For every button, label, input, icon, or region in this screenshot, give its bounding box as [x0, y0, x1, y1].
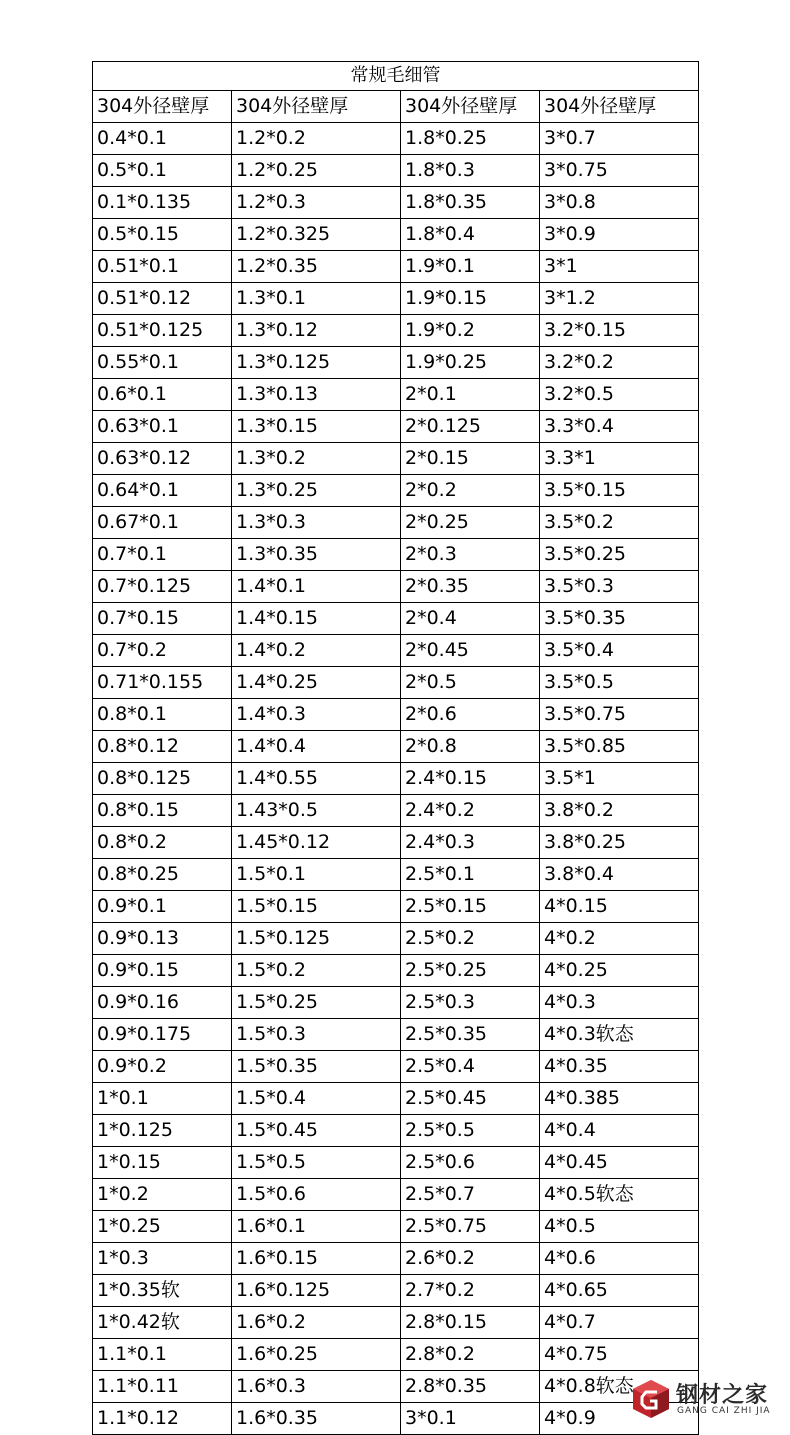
- table-cell: 1.5*0.125: [232, 923, 401, 955]
- table-cell: 4*0.45: [540, 1147, 699, 1179]
- table-row: [93, 251, 699, 283]
- table-cell: 3.5*0.75: [540, 699, 699, 731]
- table-cell: 3.5*0.85: [540, 731, 699, 763]
- table-cell: 1.8*0.4: [401, 219, 540, 251]
- watermark-subtitle: GANG CAI ZHI JIA: [677, 1406, 771, 1416]
- table-row: [93, 1307, 699, 1339]
- table-cell: 1.3*0.1: [232, 283, 401, 315]
- table-cell: 3*1: [540, 251, 699, 283]
- table-cell: 1.4*0.25: [232, 667, 401, 699]
- table-row: [93, 123, 699, 155]
- table-cell: 1.2*0.35: [232, 251, 401, 283]
- table-row: [93, 347, 699, 379]
- table-cell: 2.5*0.45: [401, 1083, 540, 1115]
- table-row: [93, 475, 699, 507]
- table-cell: 0.9*0.16: [93, 987, 232, 1019]
- table-cell: 2*0.8: [401, 731, 540, 763]
- table-cell: 1.3*0.12: [232, 315, 401, 347]
- table-cell: 4*0.25: [540, 955, 699, 987]
- table-cell: 1.3*0.2: [232, 443, 401, 475]
- table-cell: 1.5*0.25: [232, 987, 401, 1019]
- table-row: [93, 571, 699, 603]
- table-cell: 1.3*0.3: [232, 507, 401, 539]
- table-cell: 3.2*0.2: [540, 347, 699, 379]
- table-row: [93, 731, 699, 763]
- table-cell: 1.3*0.35: [232, 539, 401, 571]
- table-cell: 0.9*0.15: [93, 955, 232, 987]
- table-row: [93, 1339, 699, 1371]
- table-cell: 1.45*0.12: [232, 827, 401, 859]
- table-header-row: [93, 91, 699, 123]
- table-cell: 3.5*0.3: [540, 571, 699, 603]
- table-body: [93, 123, 699, 1435]
- table-cell: 2*0.15: [401, 443, 540, 475]
- table-cell: 2.5*0.35: [401, 1019, 540, 1051]
- table-row: [93, 1211, 699, 1243]
- table-cell: 2.4*0.15: [401, 763, 540, 795]
- table-cell: 1.5*0.3: [232, 1019, 401, 1051]
- table-cell: 3.8*0.25: [540, 827, 699, 859]
- table-cell: 4*0.5: [540, 1211, 699, 1243]
- table-cell: 2.4*0.2: [401, 795, 540, 827]
- table-cell: 3*0.1: [401, 1403, 540, 1435]
- table-cell: 2*0.4: [401, 603, 540, 635]
- table-cell: 4*0.6: [540, 1243, 699, 1275]
- table-cell: 2*0.45: [401, 635, 540, 667]
- table-cell: 2*0.125: [401, 411, 540, 443]
- table-row: [93, 411, 699, 443]
- table-cell: 1.4*0.4: [232, 731, 401, 763]
- table-row: [93, 635, 699, 667]
- table-row: [93, 539, 699, 571]
- table-cell: 4*0.2: [540, 923, 699, 955]
- table-title: 常规毛细管: [93, 62, 699, 91]
- table-cell: 0.7*0.2: [93, 635, 232, 667]
- table-cell: 2*0.35: [401, 571, 540, 603]
- table-row: [93, 1115, 699, 1147]
- table-cell: 0.51*0.1: [93, 251, 232, 283]
- table-cell: 2.5*0.4: [401, 1051, 540, 1083]
- table-cell: 3.2*0.15: [540, 315, 699, 347]
- table-cell: 0.5*0.1: [93, 155, 232, 187]
- table-cell: 0.9*0.13: [93, 923, 232, 955]
- table-cell: 0.1*0.135: [93, 187, 232, 219]
- table-cell: 2*0.3: [401, 539, 540, 571]
- table-cell: 4*0.8软态: [540, 1371, 699, 1403]
- table-cell: 2*0.5: [401, 667, 540, 699]
- table-cell: 2.8*0.35: [401, 1371, 540, 1403]
- table-cell: 4*0.65: [540, 1275, 699, 1307]
- column-header: 304外径壁厚: [232, 91, 401, 123]
- table-cell: 2.5*0.5: [401, 1115, 540, 1147]
- table-cell: 0.4*0.1: [93, 123, 232, 155]
- watermark-name: 钢材之家: [676, 1383, 769, 1408]
- table-cell: 1.8*0.3: [401, 155, 540, 187]
- table-cell: 1.8*0.25: [401, 123, 540, 155]
- table-cell: 1.5*0.6: [232, 1179, 401, 1211]
- table-cell: 1.6*0.15: [232, 1243, 401, 1275]
- table-cell: 4*0.7: [540, 1307, 699, 1339]
- table-cell: 0.6*0.1: [93, 379, 232, 411]
- table-cell: 1.4*0.1: [232, 571, 401, 603]
- table-cell: 1*0.42软: [93, 1307, 232, 1339]
- table-cell: 1*0.35软: [93, 1275, 232, 1307]
- table-row: [93, 923, 699, 955]
- table-cell: 2*0.6: [401, 699, 540, 731]
- table-cell: 2.8*0.15: [401, 1307, 540, 1339]
- table-cell: 0.8*0.1: [93, 699, 232, 731]
- table-cell: 0.5*0.15: [93, 219, 232, 251]
- table-cell: 1.1*0.1: [93, 1339, 232, 1371]
- table-cell: 1.6*0.35: [232, 1403, 401, 1435]
- table-cell: 3*0.7: [540, 123, 699, 155]
- table-cell: 3*0.75: [540, 155, 699, 187]
- table-cell: 2.8*0.2: [401, 1339, 540, 1371]
- table-cell: 0.7*0.125: [93, 571, 232, 603]
- table-cell: 1.5*0.2: [232, 955, 401, 987]
- table-cell: 4*0.15: [540, 891, 699, 923]
- table-cell: 1.4*0.2: [232, 635, 401, 667]
- table-row: [93, 603, 699, 635]
- table-row: [93, 1147, 699, 1179]
- table-row: [93, 1403, 699, 1435]
- table-row: [93, 891, 699, 923]
- table-cell: 1.3*0.25: [232, 475, 401, 507]
- table-row: [93, 1371, 699, 1403]
- table-cell: 1*0.2: [93, 1179, 232, 1211]
- table-cell: 2.5*0.25: [401, 955, 540, 987]
- table-cell: 3.8*0.2: [540, 795, 699, 827]
- table-cell: 3.5*0.2: [540, 507, 699, 539]
- table-cell: 2.7*0.2: [401, 1275, 540, 1307]
- table-row: [93, 859, 699, 891]
- table-cell: 2.5*0.15: [401, 891, 540, 923]
- table-cell: 2*0.25: [401, 507, 540, 539]
- table-cell: 1*0.25: [93, 1211, 232, 1243]
- table-row: [93, 987, 699, 1019]
- table-row: [93, 1051, 699, 1083]
- table-row: [93, 1275, 699, 1307]
- table-cell: 2.4*0.3: [401, 827, 540, 859]
- table-cell: 2*0.2: [401, 475, 540, 507]
- table-row: [93, 955, 699, 987]
- table-row: [93, 315, 699, 347]
- table-cell: 4*0.385: [540, 1083, 699, 1115]
- table-row: [93, 827, 699, 859]
- table-cell: 0.8*0.12: [93, 731, 232, 763]
- table-cell: 1.5*0.5: [232, 1147, 401, 1179]
- table-cell: 1.5*0.1: [232, 859, 401, 891]
- table-cell: 4*0.35: [540, 1051, 699, 1083]
- table-cell: 1.4*0.15: [232, 603, 401, 635]
- table-title-row: [93, 62, 699, 91]
- table-cell: 3.5*1: [540, 763, 699, 795]
- table-cell: 3.3*0.4: [540, 411, 699, 443]
- table-cell: 1.2*0.325: [232, 219, 401, 251]
- table-cell: 1*0.3: [93, 1243, 232, 1275]
- table-cell: 3.5*0.5: [540, 667, 699, 699]
- column-header: 304外径壁厚: [540, 91, 699, 123]
- table-cell: 0.64*0.1: [93, 475, 232, 507]
- table-cell: 1.9*0.1: [401, 251, 540, 283]
- table-cell: 2.5*0.3: [401, 987, 540, 1019]
- table-cell: 1.2*0.2: [232, 123, 401, 155]
- table-cell: 1.2*0.25: [232, 155, 401, 187]
- table-cell: 0.8*0.2: [93, 827, 232, 859]
- table-row: [93, 763, 699, 795]
- column-header: 304外径壁厚: [401, 91, 540, 123]
- table-cell: 1*0.125: [93, 1115, 232, 1147]
- capillary-spec-table: [92, 61, 699, 1435]
- table-cell: 3.5*0.4: [540, 635, 699, 667]
- table-row: [93, 155, 699, 187]
- table-cell: 3*1.2: [540, 283, 699, 315]
- table-cell: 0.63*0.12: [93, 443, 232, 475]
- table-cell: 2.5*0.2: [401, 923, 540, 955]
- table-cell: 1.9*0.15: [401, 283, 540, 315]
- table-cell: 1.8*0.35: [401, 187, 540, 219]
- table-cell: 4*0.5软态: [540, 1179, 699, 1211]
- table-cell: 1.5*0.4: [232, 1083, 401, 1115]
- table-row: [93, 667, 699, 699]
- table-row: [93, 1179, 699, 1211]
- table-row: [93, 507, 699, 539]
- table-cell: 1.6*0.2: [232, 1307, 401, 1339]
- table-cell: 3.5*0.35: [540, 603, 699, 635]
- table-cell: 1.1*0.12: [93, 1403, 232, 1435]
- table-cell: 1.43*0.5: [232, 795, 401, 827]
- table-cell: 0.51*0.125: [93, 315, 232, 347]
- table-row: [93, 443, 699, 475]
- table-cell: 4*0.4: [540, 1115, 699, 1147]
- table-cell: 0.71*0.155: [93, 667, 232, 699]
- table-cell: 1.6*0.125: [232, 1275, 401, 1307]
- table-cell: 1.5*0.45: [232, 1115, 401, 1147]
- table-cell: 2.5*0.6: [401, 1147, 540, 1179]
- table-cell: 3*0.8: [540, 187, 699, 219]
- table-cell: 1*0.1: [93, 1083, 232, 1115]
- table-row: [93, 1019, 699, 1051]
- table-cell: 1.4*0.55: [232, 763, 401, 795]
- table-row: [93, 1243, 699, 1275]
- table-cell: 1.3*0.125: [232, 347, 401, 379]
- table-cell: 0.8*0.25: [93, 859, 232, 891]
- table-row: [93, 1083, 699, 1115]
- table-cell: 0.9*0.2: [93, 1051, 232, 1083]
- table-cell: 1.6*0.1: [232, 1211, 401, 1243]
- table-cell: 0.51*0.12: [93, 283, 232, 315]
- table-cell: 1.4*0.3: [232, 699, 401, 731]
- table-cell: 2.5*0.1: [401, 859, 540, 891]
- table-cell: 1.5*0.15: [232, 891, 401, 923]
- table-cell: 3.3*1: [540, 443, 699, 475]
- table-row: [93, 219, 699, 251]
- column-header: 304外径壁厚: [93, 91, 232, 123]
- table-cell: 4*0.3: [540, 987, 699, 1019]
- gangcai-logo-icon: [630, 1378, 672, 1420]
- table-row: [93, 379, 699, 411]
- table-cell: 1.5*0.35: [232, 1051, 401, 1083]
- table-row: [93, 187, 699, 219]
- table-cell: 1.2*0.3: [232, 187, 401, 219]
- table-cell: 1.6*0.3: [232, 1371, 401, 1403]
- table-cell: 3.5*0.25: [540, 539, 699, 571]
- table-row: [93, 283, 699, 315]
- table-cell: 2*0.1: [401, 379, 540, 411]
- table-cell: 4*0.3软态: [540, 1019, 699, 1051]
- table-cell: 2.5*0.75: [401, 1211, 540, 1243]
- table-cell: 1.9*0.25: [401, 347, 540, 379]
- table-cell: 1.6*0.25: [232, 1339, 401, 1371]
- table-cell: 1.3*0.15: [232, 411, 401, 443]
- table-cell: 3.8*0.4: [540, 859, 699, 891]
- table-cell: 3.5*0.15: [540, 475, 699, 507]
- table-cell: 3.2*0.5: [540, 379, 699, 411]
- table-cell: 0.63*0.1: [93, 411, 232, 443]
- table-row: [93, 795, 699, 827]
- table-cell: 0.9*0.175: [93, 1019, 232, 1051]
- table-cell: 0.55*0.1: [93, 347, 232, 379]
- table-cell: 0.8*0.125: [93, 763, 232, 795]
- table-cell: 1*0.15: [93, 1147, 232, 1179]
- table-cell: 1.3*0.13: [232, 379, 401, 411]
- watermark: [630, 1376, 790, 1424]
- table-cell: 0.7*0.1: [93, 539, 232, 571]
- table-cell: 0.67*0.1: [93, 507, 232, 539]
- table-cell: 1.1*0.11: [93, 1371, 232, 1403]
- table-row: [93, 699, 699, 731]
- table-cell: 4*0.9: [540, 1403, 699, 1435]
- table-cell: 0.7*0.15: [93, 603, 232, 635]
- table-cell: 0.8*0.15: [93, 795, 232, 827]
- table-cell: 4*0.75: [540, 1339, 699, 1371]
- table-cell: 0.9*0.1: [93, 891, 232, 923]
- table-cell: 2.6*0.2: [401, 1243, 540, 1275]
- table-cell: 3*0.9: [540, 219, 699, 251]
- table-cell: 1.9*0.2: [401, 315, 540, 347]
- table-cell: 2.5*0.7: [401, 1179, 540, 1211]
